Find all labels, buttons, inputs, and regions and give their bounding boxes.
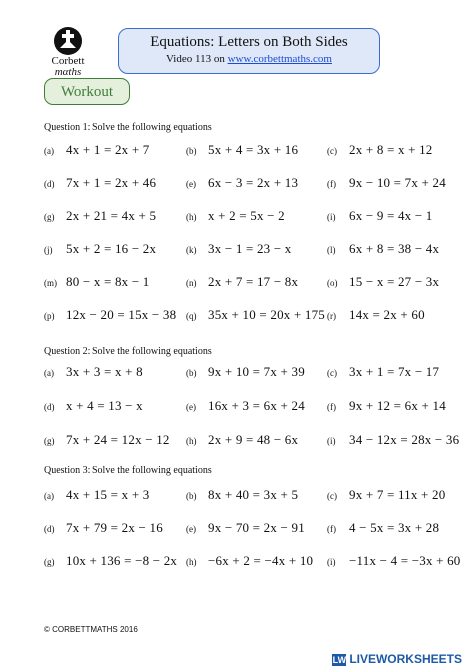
equation-text: 9x + 10 = 7x + 39 bbox=[208, 364, 305, 379]
equation-text: 12x − 20 = 15x − 38 bbox=[66, 307, 177, 322]
equation-item bbox=[186, 274, 298, 290]
equation-item bbox=[186, 520, 305, 536]
logo-line-2: mαths bbox=[54, 66, 82, 78]
equation-text: 7x + 1 = 2x + 46 bbox=[66, 175, 157, 190]
q3-heading bbox=[44, 465, 212, 476]
equation-item bbox=[327, 274, 439, 290]
logo-line-1: Corbett bbox=[51, 55, 85, 67]
item-label: (e) bbox=[186, 402, 196, 413]
question-instruction: Solve the following equations bbox=[92, 346, 212, 357]
item-label: (b) bbox=[186, 368, 197, 379]
item-label: (m) bbox=[44, 278, 57, 289]
item-label: (i) bbox=[327, 212, 336, 223]
copyright: © CORBETTMATHS 2016 bbox=[44, 625, 138, 634]
equation-item bbox=[44, 553, 177, 569]
equation-item bbox=[44, 520, 163, 536]
equation-item bbox=[44, 307, 176, 323]
item-label: (f) bbox=[327, 179, 336, 190]
item-label: (c) bbox=[327, 491, 337, 502]
video-line bbox=[119, 53, 379, 65]
equation-text: 3x + 3 = x + 8 bbox=[66, 364, 143, 379]
equation-text: 15 − x = 27 − 3x bbox=[349, 274, 440, 289]
equation-text: 35x + 10 = 20x + 175 bbox=[208, 307, 325, 322]
item-label: (h) bbox=[186, 436, 197, 447]
equation-item bbox=[44, 487, 150, 503]
question-label: Question 1: bbox=[44, 122, 91, 133]
item-label: (f) bbox=[327, 402, 336, 413]
item-label: (d) bbox=[44, 402, 55, 413]
equation-item bbox=[186, 487, 298, 503]
equation-text: 4x + 15 = x + 3 bbox=[66, 487, 150, 502]
equation-item bbox=[327, 553, 460, 569]
equation-item bbox=[327, 142, 433, 158]
item-label: (b) bbox=[186, 146, 197, 157]
item-label: (e) bbox=[186, 179, 196, 190]
equation-item bbox=[186, 142, 298, 158]
item-label: (g) bbox=[44, 436, 55, 447]
item-label: (c) bbox=[327, 146, 337, 157]
q1-heading bbox=[44, 122, 212, 133]
question-instruction: Solve the following equations bbox=[92, 465, 212, 476]
equation-text: x + 2 = 5x − 2 bbox=[208, 208, 285, 223]
equation-item bbox=[327, 487, 445, 503]
item-label: (g) bbox=[44, 212, 55, 223]
equation-text: 80 − x = 8x − 1 bbox=[66, 274, 150, 289]
equation-text: 6x − 9 = 4x − 1 bbox=[349, 208, 433, 223]
equation-text: 2x + 8 = x + 12 bbox=[349, 142, 433, 157]
equation-item bbox=[327, 364, 439, 380]
equation-item bbox=[327, 175, 446, 191]
logo-emblem-icon bbox=[53, 26, 83, 56]
item-label: (l) bbox=[327, 245, 336, 256]
equation-text: 6x − 3 = 2x + 13 bbox=[208, 175, 299, 190]
item-label: (o) bbox=[327, 278, 338, 289]
equation-text: 6x + 8 = 38 − 4x bbox=[349, 241, 440, 256]
equation-text: 3x + 1 = 7x − 17 bbox=[349, 364, 440, 379]
item-label: (i) bbox=[327, 557, 336, 568]
equation-item bbox=[327, 307, 425, 323]
item-label: (g) bbox=[44, 557, 55, 568]
brand-text: LIVEWORKSHEETS bbox=[349, 652, 462, 666]
equation-item bbox=[44, 175, 156, 191]
item-label: (h) bbox=[186, 557, 197, 568]
liveworksheets-logo-icon: LW bbox=[332, 654, 347, 665]
item-label: (d) bbox=[44, 524, 55, 535]
equation-text: 2x + 9 = 48 − 6x bbox=[208, 432, 299, 447]
equation-text: 9x − 70 = 2x − 91 bbox=[208, 520, 305, 535]
equation-item bbox=[186, 432, 298, 448]
equation-item bbox=[327, 432, 459, 448]
equation-text: 3x − 1 = 23 − x bbox=[208, 241, 292, 256]
equation-item bbox=[186, 175, 298, 191]
item-label: (i) bbox=[327, 436, 336, 447]
equation-item bbox=[44, 364, 143, 380]
item-label: (j) bbox=[44, 245, 53, 256]
equation-text: 9x + 12 = 6x + 14 bbox=[349, 398, 446, 413]
item-label: (c) bbox=[327, 368, 337, 379]
equation-text: 16x + 3 = 6x + 24 bbox=[208, 398, 305, 413]
equation-text: 9x − 10 = 7x + 24 bbox=[349, 175, 446, 190]
item-label: (p) bbox=[44, 311, 55, 322]
title-box bbox=[118, 28, 380, 74]
equation-item bbox=[44, 142, 150, 158]
equation-text: −6x + 2 = −4x + 10 bbox=[208, 553, 314, 568]
equation-item bbox=[327, 398, 446, 414]
q2-heading bbox=[44, 346, 212, 357]
equation-item bbox=[186, 553, 313, 569]
equation-item bbox=[44, 398, 143, 414]
equation-text: 7x + 24 = 12x − 12 bbox=[66, 432, 170, 447]
item-label: (d) bbox=[44, 179, 55, 190]
equation-text: x + 4 = 13 − x bbox=[66, 398, 143, 413]
equation-text: 5x + 4 = 3x + 16 bbox=[208, 142, 299, 157]
page-title: Equations: Letters on Both Sides bbox=[150, 34, 348, 50]
equation-item bbox=[44, 208, 156, 224]
equation-text: 5x + 2 = 16 − 2x bbox=[66, 241, 157, 256]
item-label: (f) bbox=[327, 524, 336, 535]
equation-text: 2x + 7 = 17 − 8x bbox=[208, 274, 299, 289]
equation-item bbox=[44, 241, 156, 257]
equation-item bbox=[327, 241, 439, 257]
equation-text: −11x − 4 = −3x + 60 bbox=[349, 553, 461, 568]
item-label: (e) bbox=[186, 524, 196, 535]
item-label: (a) bbox=[44, 146, 54, 157]
item-label: (k) bbox=[186, 245, 197, 256]
item-label: (q) bbox=[186, 311, 197, 322]
question-label: Question 2: bbox=[44, 346, 91, 357]
equation-text: 9x + 7 = 11x + 20 bbox=[349, 487, 446, 502]
item-label: (h) bbox=[186, 212, 197, 223]
video-prefix: Video 113 on bbox=[166, 53, 228, 65]
liveworksheets-brand[interactable] bbox=[332, 652, 462, 666]
equation-item bbox=[327, 520, 439, 536]
equation-item bbox=[186, 208, 285, 224]
equation-item bbox=[186, 307, 325, 323]
website-link[interactable]: www.corbettmaths.com bbox=[227, 53, 332, 65]
equation-text: 34 − 12x = 28x − 36 bbox=[349, 432, 460, 447]
question-label: Question 3: bbox=[44, 465, 91, 476]
item-label: (a) bbox=[44, 368, 54, 379]
equation-text: 14x = 2x + 60 bbox=[349, 307, 425, 322]
equation-item bbox=[186, 241, 292, 257]
equation-text: 8x + 40 = 3x + 5 bbox=[208, 487, 299, 502]
item-label: (b) bbox=[186, 491, 197, 502]
workout-badge: Workout bbox=[44, 78, 130, 105]
equation-item bbox=[186, 398, 305, 414]
equation-text: 7x + 79 = 2x − 16 bbox=[66, 520, 163, 535]
equation-text: 2x + 21 = 4x + 5 bbox=[66, 208, 157, 223]
equation-text: 4x + 1 = 2x + 7 bbox=[66, 142, 150, 157]
equation-item bbox=[327, 208, 433, 224]
item-label: (n) bbox=[186, 278, 197, 289]
equation-item bbox=[44, 274, 150, 290]
item-label: (r) bbox=[327, 311, 336, 322]
equation-item bbox=[44, 432, 170, 448]
equation-item bbox=[186, 364, 305, 380]
equation-text: 10x + 136 = −8 − 2x bbox=[66, 553, 178, 568]
question-instruction: Solve the following equations bbox=[92, 122, 212, 133]
equation-text: 4 − 5x = 3x + 28 bbox=[349, 520, 440, 535]
item-label: (a) bbox=[44, 491, 54, 502]
